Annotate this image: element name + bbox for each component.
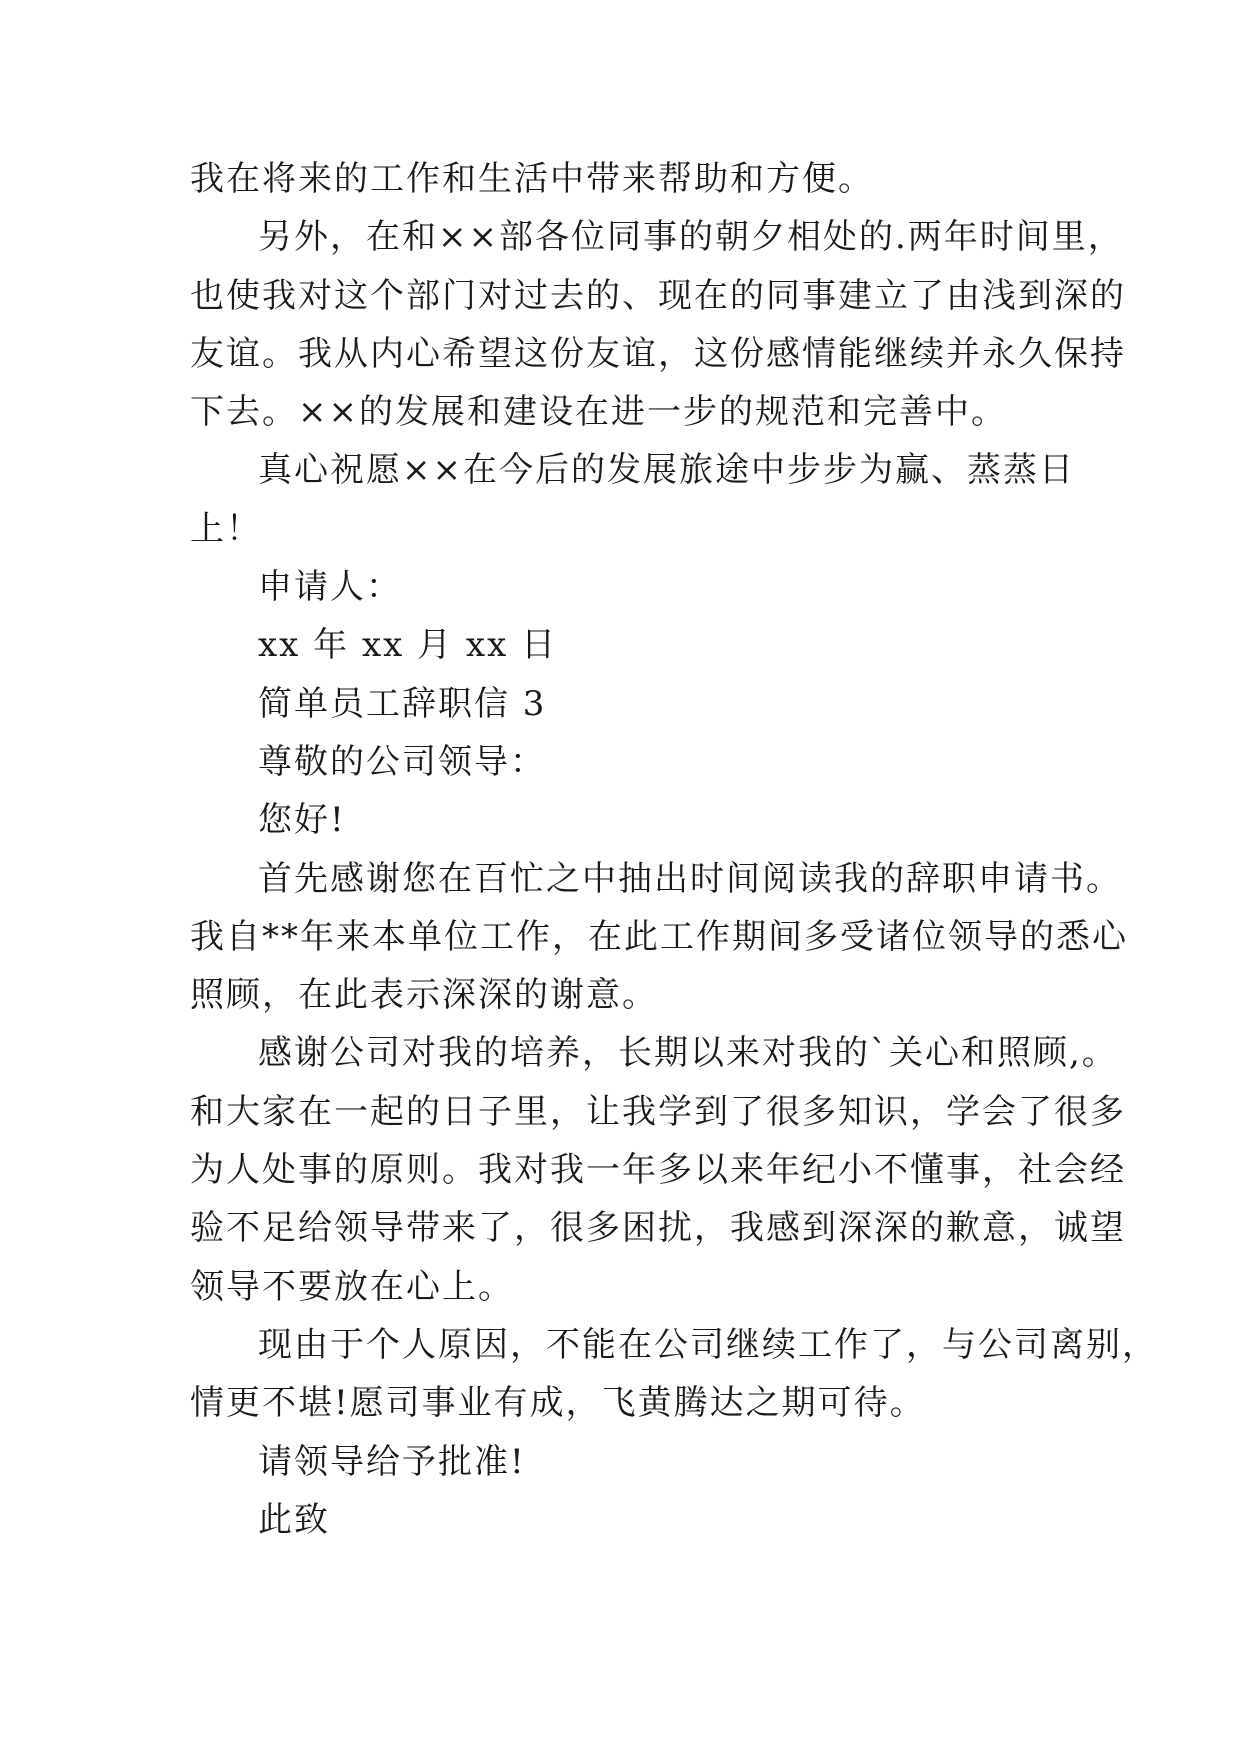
text-line: 照顾，在此表示深深的谢意。 <box>190 975 658 1016</box>
text-line: 也使我对这个部门对过去的、现在的同事建立了由浅到深的 <box>190 275 1126 316</box>
text-line: 情更不堪!愿司事业有成，飞黄腾达之期可待。 <box>190 1383 926 1424</box>
text-line: 和大家在一起的日子里，让我学到了很多知识，学会了很多 <box>190 1091 1126 1132</box>
text-line: 下去。××的发展和建设在进一步的规范和完善中。 <box>190 392 1007 433</box>
text-line: 上！ <box>190 508 262 549</box>
date-line: xx 年 xx 月 xx 日 <box>258 625 558 666</box>
text-line: 感谢公司对我的培养，长期以来对我的`关心和照顾,。 <box>258 1033 1118 1074</box>
closing-line: 此致 <box>258 1499 330 1540</box>
text-line: 真心祝愿××在今后的发展旅途中步步为赢、蒸蒸日 <box>258 450 1075 491</box>
section-heading: 简单员工辞职信 3 <box>258 683 547 724</box>
salutation: 尊敬的公司领导： <box>258 741 546 782</box>
text-line: 我在将来的工作和生活中带来帮助和方便。 <box>190 159 874 199</box>
text-line: 领导不要放在心上。 <box>190 1266 514 1307</box>
text-line: 我自**年来本单位工作，在此工作期间多受诸位领导的悉心 <box>190 916 1128 957</box>
greeting: 您好! <box>258 800 346 841</box>
text-line: 为人处事的原则。我对我一年多以来年纪小不懂事，社会经 <box>190 1150 1126 1191</box>
text-line: 首先感谢您在百忙之中抽出时间阅读我的辞职申请书。 <box>258 858 1122 899</box>
applicant-label: 申请人： <box>258 567 402 608</box>
text-line: 友谊。我从内心希望这份友谊，这份感情能继续并永久保持 <box>190 333 1126 374</box>
text-line: 另外，在和××部各位同事的朝夕相处的.两年时间里， <box>258 217 1124 258</box>
text-line: 请领导给予批准! <box>258 1441 526 1482</box>
text-line: 现由于个人原因，不能在公司继续工作了，与公司离别， <box>258 1324 1158 1365</box>
text-line: 验不足给领导带来了，很多困扰，我感到深深的歉意，诚望 <box>190 1208 1126 1249</box>
document-page <box>190 150 1158 1549</box>
